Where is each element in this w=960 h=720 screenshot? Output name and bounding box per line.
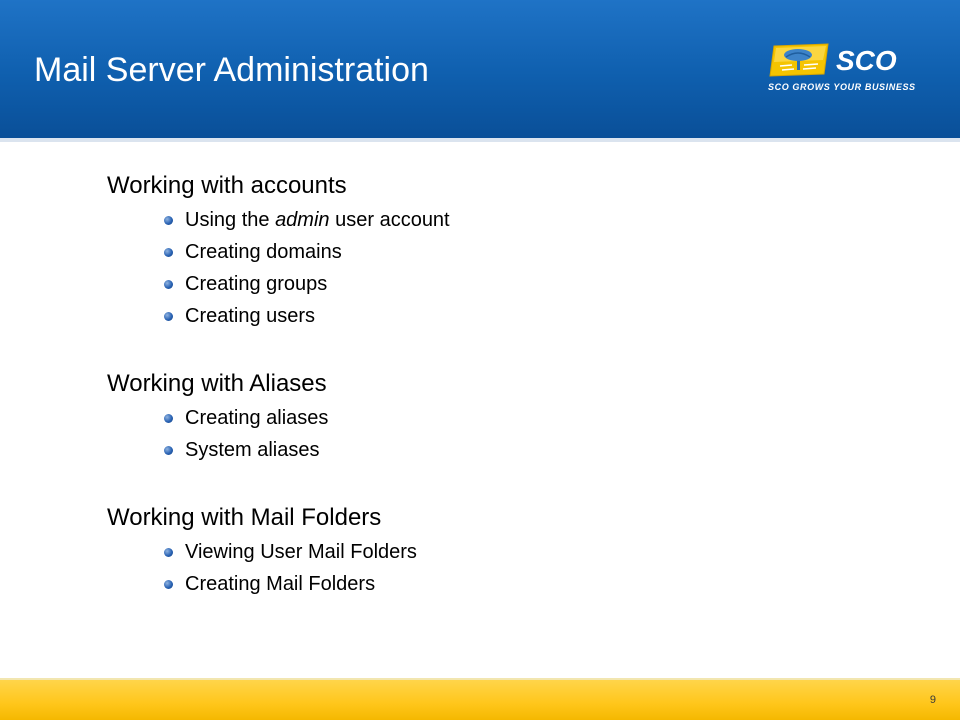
bullet-item	[107, 204, 887, 236]
slide-footer	[0, 680, 960, 720]
bullet-text: Creating Mail Folders	[185, 573, 376, 595]
bullet-item	[107, 402, 887, 434]
bullet-list	[107, 204, 887, 332]
bullet-text-after: user account	[329, 209, 450, 231]
section-accounts	[107, 168, 887, 332]
bullet-item	[107, 434, 887, 466]
bullet-item	[107, 300, 887, 332]
section-heading: Working with Aliases	[107, 370, 327, 397]
bullet-list	[107, 536, 887, 600]
bullet-item	[107, 268, 887, 300]
bullet-dot-icon	[164, 280, 173, 289]
bullet-dot-icon	[164, 248, 173, 257]
section-heading: Working with Mail Folders	[107, 504, 382, 531]
sco-logo	[768, 40, 928, 96]
bullet-text-emphasis: admin	[275, 209, 330, 231]
bullet-dot-icon	[164, 216, 173, 225]
bullet-dot-icon	[164, 548, 173, 557]
bullet-item	[107, 236, 887, 268]
slide-header	[0, 0, 960, 138]
bullet-dot-icon	[164, 580, 173, 589]
sco-tagline: SCO GROWS YOUR BUSINESS	[768, 82, 916, 92]
bullet-item	[107, 568, 887, 600]
slide-body	[107, 168, 887, 634]
bullet-list	[107, 402, 887, 466]
bullet-dot-icon	[164, 446, 173, 455]
bullet-text: Creating aliases	[185, 407, 329, 429]
section-heading: Working with accounts	[107, 172, 347, 199]
bullet-text: Creating users	[185, 305, 316, 327]
bullet-text: Creating groups	[185, 273, 328, 295]
sco-wordmark: SCO	[836, 45, 897, 76]
page-number: 9	[929, 694, 936, 706]
bullet-dot-icon	[164, 312, 173, 321]
bullet-text: System aliases	[185, 439, 320, 461]
bullet-text: Viewing User Mail Folders	[185, 541, 417, 563]
section-aliases	[107, 366, 887, 466]
slide-title: Mail Server Administration	[34, 51, 429, 89]
bullet-item	[107, 536, 887, 568]
bullet-text-before: Using the	[185, 209, 276, 231]
section-mail-folders	[107, 500, 887, 600]
bullet-text: Creating domains	[185, 241, 342, 263]
bullet-dot-icon	[164, 414, 173, 423]
sco-logo-graphic	[768, 40, 928, 80]
header-divider	[0, 138, 960, 142]
